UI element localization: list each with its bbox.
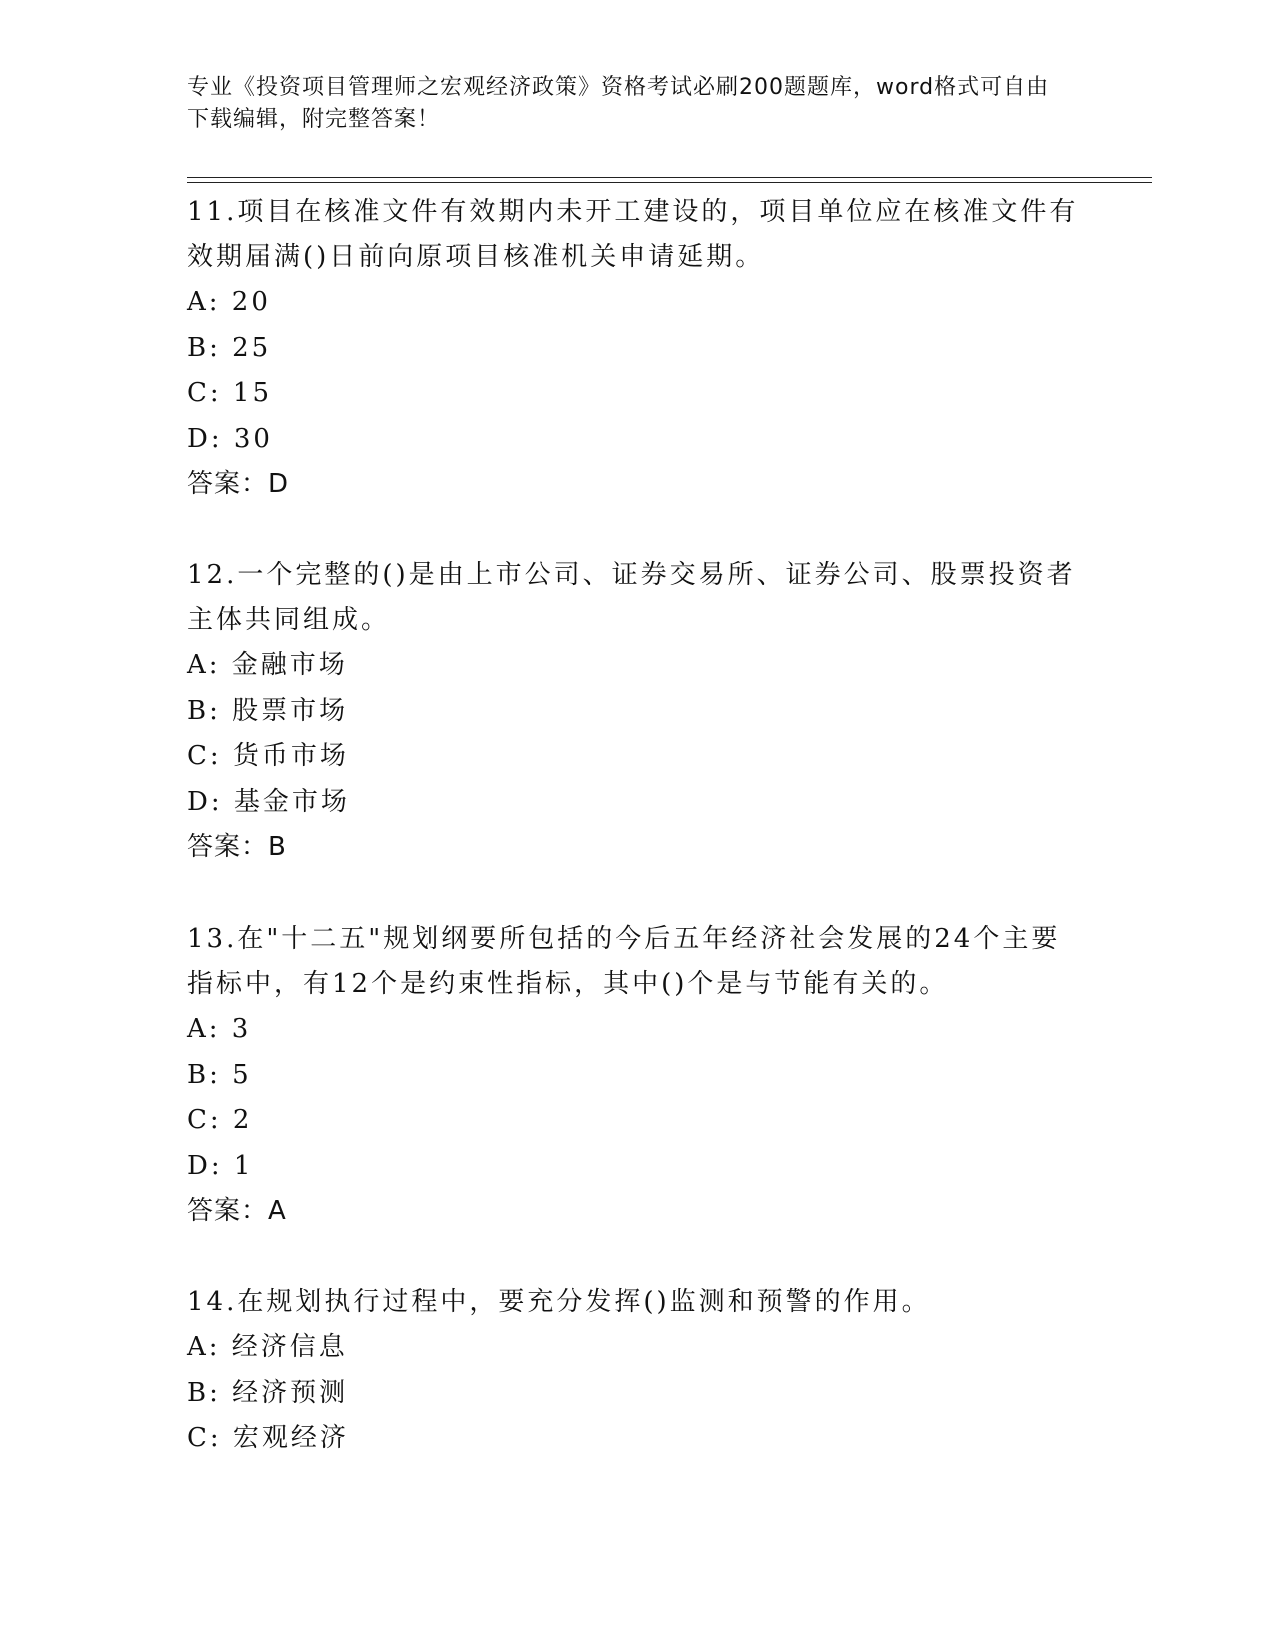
option-d: D: 30 xyxy=(187,423,273,454)
option-c: C: 宏观经济 xyxy=(187,1423,349,1453)
document-header: 专业《投资项目管理师之宏观经济政策》资格考试必刷200题题库，word格式可自由下载编辑，附完整答案！ xyxy=(187,75,1050,132)
option-a: A: 金融市场 xyxy=(187,650,348,680)
answer-line: 答案：A xyxy=(187,1196,287,1226)
option-b: B: 经济预测 xyxy=(187,1377,349,1408)
option-c: C: 货币市场 xyxy=(187,741,349,771)
question-stem: 14.在规划执行过程中，要充分发挥()监测和预警的作用。 xyxy=(187,1287,931,1317)
option-c: C: 2 xyxy=(187,1105,253,1135)
answer-line: 答案：D xyxy=(187,469,290,499)
question-14 xyxy=(187,1280,1087,1462)
option-b: B: 股票市场 xyxy=(187,695,349,726)
option-d: D: 基金市场 xyxy=(187,786,350,817)
option-a: A: 3 xyxy=(187,1014,252,1044)
question-11 xyxy=(187,190,1087,507)
option-d: D: 1 xyxy=(187,1150,254,1181)
header-divider-bottom xyxy=(187,182,1152,183)
answer-line: 答案：B xyxy=(187,832,287,862)
option-b: B: 25 xyxy=(187,332,272,363)
option-a: A: 经济信息 xyxy=(187,1332,348,1362)
option-c: C: 15 xyxy=(187,378,273,408)
question-stem: 12.一个完整的()是由上市公司、证券交易所、证券公司、股票投资者主体共同组成。 xyxy=(187,560,1076,635)
question-stem: 11.项目在核准文件有效期内未开工建设的，项目单位应在核准文件有效期届满()日前向原项目核准机关申请延期。 xyxy=(187,197,1079,272)
header-divider-top xyxy=(187,177,1152,178)
option-b: B: 5 xyxy=(187,1059,252,1090)
question-13 xyxy=(187,917,1087,1234)
question-stem: 13.在"十二五"规划纲要所包括的今后五年经济社会发展的24个主要指标中，有12个是约束性指标，其中()个是与节能有关的。 xyxy=(187,924,1061,999)
question-12 xyxy=(187,553,1087,870)
option-a: A: 20 xyxy=(187,287,271,317)
